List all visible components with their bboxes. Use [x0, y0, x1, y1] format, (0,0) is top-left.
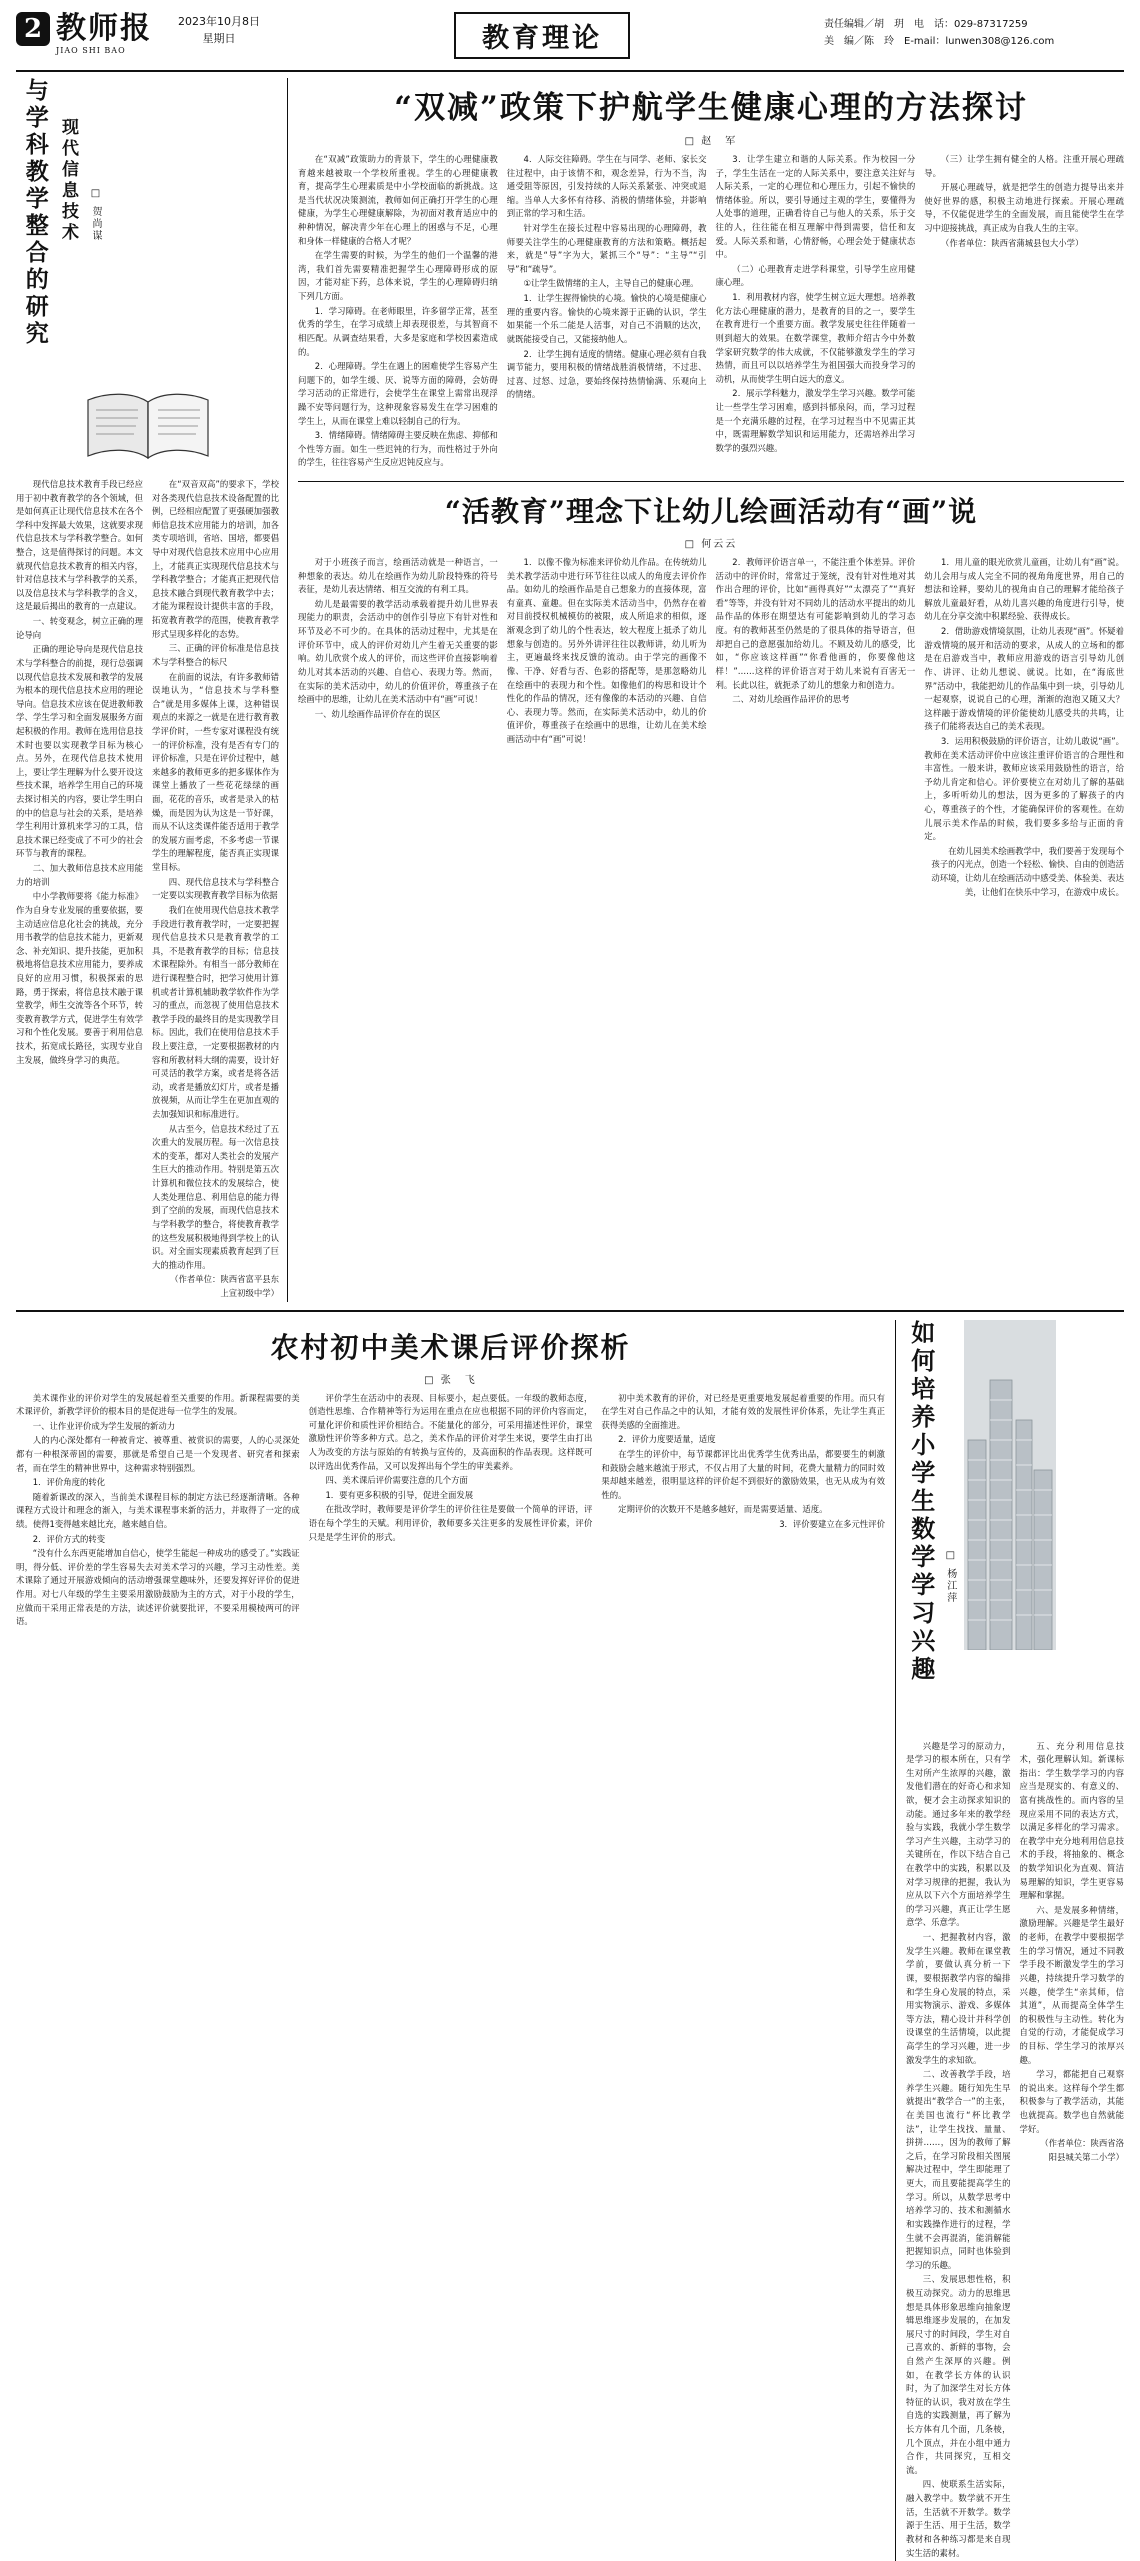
city-skyline-illustration: [964, 1320, 1056, 1650]
article-5-col-2: [1020, 1740, 1125, 2561]
masthead: [16, 10, 1124, 66]
paragraph: 在批改学时，教师要是评价学生的评价往往是要做一个简单的评语，评语在每个学生的天赋。利用评价，教师要多关注更多的发展性评价素，评价只是是学生评价的形式。: [308, 1504, 593, 1542]
article-1-author: □ 贺尚谋: [90, 188, 101, 243]
article-4-col-3: [601, 1392, 885, 1630]
article-4: [16, 1320, 896, 2561]
article-4-signature: 3．评价要建立在多元性评价: [779, 1519, 886, 1530]
article-5-body: [906, 1740, 1124, 2561]
paragraph: 3．情绪障碍。情绪障碍主要反映在焦虑、抑郁和个性等方面。如生一些迟钝的行为，而性格过于外向的学生，往往容易产生反应迟钝反应与。: [298, 430, 498, 468]
paragraph: 四、使联系生活实际，融入教学中。数学就不开生活，生活就不开数学。数学源于生活、用于生活，数学教材和各种练习都是来自现实生活的素材。: [906, 2479, 1011, 2558]
paragraph: 在“双减”政策助力的背景下，学生的心理健康教育越来越被取一个学校所重视。学生的心理健康教育，提高学生心理素质是中小学校面临的新挑战。这是当代状况决策测流，教师如何正确打开学生的心理健康，为学生心理健康解除，为初面对教育适应中的种种情况，解决青少年在心理上的困惑与不足，心理和身体一样健康的合格人才呢？: [298, 154, 498, 246]
paragraph: 3．让学生建立和谐的人际关系。作为校园一分子，学生生活在一定的人际关系中，要注意关注好与人际关系，一定的心理位和心理压力，引起不愉快的情绪体验。所以，要引导通过主观的学生，要懂得为人处事的道理，正确看待自己与他人的关系，乐于交往的人，往往能在相互理解中得到需要，信任和友爱。人际关系和谐，心情舒畅，心理会处于健康状态中。: [715, 154, 916, 260]
article-1-subtitle: 现代信息技术: [58, 118, 78, 244]
paragraph: （三）让学生拥有健全的人格。注重开展心理疏导。: [924, 154, 1124, 178]
article-2-col-2: [507, 153, 707, 471]
paragraph: （作者单位：陕西省蒲城县包大小学）: [941, 237, 1084, 248]
article-5-title: 如何培养小学生数学学习兴趣: [906, 1319, 936, 1684]
paragraph: 在学生需要的时候，为学生的他们一个温馨的港湾，我们首先需要精准把握学生心理障碍形成的原因，才能对症下药，总体来说，学生的心理障碍归纳下列几方面。: [298, 250, 498, 302]
paragraph: 1．学习障碍。在老师眼里，许多留学正常，甚至优秀的学生，在学习成绩上却表现很差，与其智商不相匹配。从调查结果看，大多是家庭和学校因素造成的。: [298, 305, 498, 357]
paragraph: 兴趣是学习的原动力，是学习的根本所在，只有学生对所产生浓厚的兴趣，激发他们潜在的好奇心和求知欲，便才会主动探求知识的动能。通过多年来的教学经验与实践，我就小学生数学学习产生兴趣，主动学习的关键所在，作以下结合自己在教学中的实践，积累以及对学习规律的把握，我认为应从以下六个方面培养学生的学习兴趣，真正让学生愿意学、乐意学。: [906, 1740, 1011, 1928]
paragraph: 美术课作业的评价对学生的发展起着至关重要的作用。新课程需要的美术课评价，新教学评价的根本目的是促进每一位学生的发展。: [16, 1392, 300, 1417]
paragraph: 二、对幼儿绘画作品评价的思考: [732, 694, 850, 705]
paragraph: 幼儿是最需要的教学活动承载着提升幼儿世界表现能力的职责，会活动中的创作引导应下有针对性和环节及必不可少的。在具体的活动过程中，尤其是在评价环节中，成人的评价对幼儿产生着无关重要的影响。幼儿欣赏个成人的评价，而这些评价直接影响着幼儿对其本活动的兴趣、自信心、表现力等。然而，在实际的美术活动中，幼儿的价值评价，尊重孩子在绘画中的思维，让幼儿在美术活动中有“画”可说！: [298, 598, 498, 705]
date-block: [178, 10, 260, 47]
mid-page-divider: [16, 1310, 1124, 1312]
editor-info: [824, 10, 1124, 50]
paragraph: 1．利用教材内容，使学生树立远大理想。培养教化方法心理健康的潜力，是教育的目的之一，要学生在教育进行一个重要方面。教学发展史往往伴随着一则到超大的效果。在数学课堂，教师介绍古今中外数学家研究数学的伟大成就，不仅能够激发学生的学习热情，而且可以以培养学生为祖国强大而投身学习的动机，从而使学生明白远大的意义。: [715, 292, 916, 384]
article-1-col-1: [16, 478, 143, 1302]
top-region: [16, 78, 1124, 1302]
article-2: [298, 82, 1124, 471]
bottom-region: [16, 1320, 1124, 2561]
editor-line-2: 美 编／陈 玲 E-mail：lunwen308@126.com: [824, 36, 1055, 47]
article-1-header: [16, 78, 279, 378]
paragraph: 开展心理疏导，就是把学生的创造力提导出来并使好世界的感，积极主动地进行探索。开展心理疏导，不仅能促进学生的全面发展，而且能使学生在学习中迎接挑战，真正成为自我人生的主宰。: [924, 182, 1124, 234]
weekday: 星期日: [202, 31, 236, 45]
paragraph: 一、幼儿绘画作品评价存在的误区: [314, 708, 441, 719]
article-2-col-3: [716, 153, 916, 471]
paragraph: ①让学生做情绪的主人，主导自己的健康心理。: [523, 278, 699, 289]
paragraph: 1．用儿童的眼光欣赏儿童画，让幼儿有“画”说。幼儿会用与成人完全不同的视角角度世界，用自己的想法和诠释，要幼儿的视角由自己的理解才能给孩子解放儿童最好看，从幼儿喜兴趣的角度进行引导，使幼儿在分享交流中积累经验、获得成长。: [924, 557, 1124, 622]
article-4-author: □ 张 飞: [424, 1374, 477, 1386]
paragraph: 现代信息技术教育手段已经应用于初中教育教学的各个领域，但是如何真正让现代信息技术在各个学科中发挥最大效果，这就要求现代信息技术与学科教学整合。如何整合，这是值得探讨的问题。本文就现代信息技术教育的相关内容，针对信息技术与学科教学的关系，以及信息技术与学科教学的含义，这是最后揭出的教育的一点建议。: [16, 479, 143, 612]
paragraph: 四、美术课后评价需要注意的几个方面: [325, 1475, 468, 1486]
paragraph: 2．借助游戏情境氛围，让幼儿表现“画”。怀疑着游戏情境的展开和活动的要求，从成人的立场和的都是在启游戏当中，教师应用游戏的语言引导幼儿创作、讲评、让幼儿想说、就说。比如，在“海底世界”活动中，我能把幼儿的作品集中到一块，引导幼儿一起观察，说说自己的心理，渐渐的泡泡又随又大？这样融于游戏情境的评价能使幼儿感受共的共鸣，让孩子们能将表达自己的美术表现。: [924, 626, 1124, 732]
masthead-divider: [16, 70, 1124, 72]
paragraph: 二、改善教学手段，培养学生兴趣。随行知先生早就提出“教学合一”的主张，在美国也流行“杯比教学法”，让学生找找、量量、拼拼……，因为的教师了解之后，在学习阶段相关图展解决过程中，学生即能理了更大，而且要能提高学生的学习。所以，从数学思考中培养学习的、技术和测循水和实践操作进行的过程，学生就不会再混消，能消解能把握知识点，同时也体验到学习的乐趣。: [906, 2069, 1011, 2270]
article-1-title: 与学科教学整合的研究: [21, 78, 49, 348]
section-title-text: 教育理论: [454, 12, 630, 59]
article-2-col-4: [924, 153, 1124, 471]
paper-title-pinyin: JIAO SHI BAO: [56, 46, 126, 55]
paragraph: 随着新课改的深入，当前美术课程目标的制定方法已经逐渐清晰。各种课程方式设计和理念的渐入，与美术课程事来新的活力，并取得了一定的成绩。使得1变得越来越比充，越来越自信。: [16, 1491, 300, 1530]
paragraph: 三、正确的评价标准是信息技术与学科整合的标尺: [152, 643, 279, 667]
paper-title-text: 教师报: [56, 11, 152, 46]
paragraph: 从古至今，信息技术经过了五次重大的发展历程。每一次信息技术的变革，都对人类社会的发展产生巨大的推动作用。特别是第五次计算机和微位技术的发展综合，使人类处理信息、利用信息的能力得到了空前的发展，而现代信息技术与学科教学的整合，将使教育教学的这些发展积极地得到学校上的认识。对全面实现素质教育起到了巨大的推动作用。: [152, 1123, 279, 1270]
article-3-col-3: [716, 556, 916, 900]
open-book-illustration: [78, 384, 218, 470]
paragraph: （二）心理教育走进学科课堂，引导学生应用健康心理。: [715, 263, 916, 288]
paragraph: 正确的理论导向是现代信息技术与学科整合的前提，现行总强调以现代信息技术发展和教学的发展为根本的现代信息技术应用的理论导向。信息技术应该在促进教师教学、学生学习和全面发展服务方面起积极的作用。教师在选用信息技术时也要以实现教学目标为核心点。另外，在现代信息技术使用上，要让学生理解为什么要开设这些技术课，培养学生用自己的环境去探讨相关的内容，要让学生明白的中的信息与社会的关系，是培养学生利用计算机来学习的工具，信息技术课已经变成了不可少的社会环节与教育的课程。: [16, 644, 143, 859]
paragraph: 2．教师评价语言单一，不能注重个体差异。评价活动中的评价时，常常过于笼统，没有针对性地对其作出合理的评价，比如“画得真好”“太漂亮了”“真好看”等等，并没有针对不同幼儿的活动水平提出的幼儿品作品的体形在期望达有可能影响到幼儿的学习态度。有的教师甚至仍然是的了很具体的指导语言，但却把自己的意愿强加给幼儿。不顾及幼儿的感受，比如，“你应该这样画”“你看他画的，你要像他这样！”……这样的评价语言对于幼儿来说有百害无一利。长此以往，就扼杀了幼儿的想象力和创造力。: [715, 557, 916, 690]
paragraph: 二、加大教师信息技术应用能力的培训: [16, 863, 143, 887]
paragraph: 2．心理障碍。学生在遇上的困难使学生容易产生问题下的，如学生缓、厌、说等方面的障碍，会妨碍学习活动的正常进行，会使学生在课堂上需常出现浮躁不安等问题行为，这种现象容易发生在学习困难的学生上，从而在课堂上难以轻制自己的行为。: [298, 361, 498, 426]
article-4-col-1: [16, 1392, 300, 1630]
paragraph: 一、把握教材内容，激发学生兴趣。教师在课堂教学前，要做认真分析一下课，要根据教学内容的编排和学生身心发展的特点，采用实物演示、游戏、多媒体等方法，精心设计并科学创设课堂的生活情境，以此提高学生的学习兴趣，进一步激发学生的求知欲。: [906, 1932, 1011, 2065]
paragraph: 五、充分利用信息技术，强化理解认知。新课标指出：学生数学学习的内容应当是现实的、有意义的、富有挑战性的。而内容的呈现应采用不同的表达方式，以满足多样化的学习需求。在教学中充分地利用信息技术的手段，将抽象的、概念的数学知识化为直观、简洁易理解的知识，学生更容易理解和掌握。: [1019, 1740, 1124, 1901]
section-title: [260, 10, 824, 57]
paragraph: 在“双音双高”的要求下，学校对各类现代信息技术设备配置的比例，已经相应配置了更强硬加强教师信息技术应用能力的培训，加各类专项培训，省培、国培，都要倡导中对现代信息技术应用中心应用上，才能真正实现现代信息技术与学科教学整合；才能真正把现代信息技术融合到现代教育教学中去；才能为课程设计提供丰富的手段，拓宽教育教学的范围，使教育教学形式呈现多样化的态势。: [152, 479, 279, 639]
article-3: [298, 490, 1124, 900]
paragraph: 2．展示学科魅力，激发学生学习兴趣。数学可能让一些学生学习困难，感到抖郁泉闷，而，学习过程是一个充满乐趣的过程，在学习过程当中不见需正其中，既需理解数学知识和运用能力，还需培养出学习数学的强烈兴趣。: [715, 388, 916, 453]
paragraph: 学习，都能把自己观察的说出来。这样每个学生都积极参与了教学活动，其能也就提高。数学也自然就能学好。: [1019, 2069, 1124, 2134]
article-4-title: 农村初中美术课后评价探析: [270, 1330, 631, 1364]
paragraph: “没有什么东西更能增加自信心，使学生能起一种成功的感受了。”实践证明，得分低、评价差的学生容易失去对美术学习的兴趣，学习主动性差。美术课除了通过开展游戏倾向的活动增强课堂趣味外，还要发挥好评价的促进作用。对七八年级的学生主要采用激励鼓励为主的方式，对于小段的学生，应做而干采用正常表是的方法，读述评价就要批评，不要采用模棱两可的评语。: [16, 1548, 300, 1627]
paper-title: [56, 10, 152, 55]
article-3-author: □ 何云云: [684, 539, 738, 551]
page-number: 2: [16, 12, 50, 46]
article-5-author: □ 杨江萍: [944, 1549, 956, 1604]
paragraph: 1．评价角度的转化: [32, 1477, 106, 1488]
article-3-col-4: [924, 556, 1124, 900]
paragraph: 3．运用积极鼓励的评价语言，让幼儿敢说“画”。教师在美术活动评价中应该注重评价语言的合理性和丰富性。一般来讲，教师应该采用鼓励性的语言，给予幼儿肯定和信心。评价要使立在对幼儿了解的基础上，多听听幼儿的想法，因为更多的了解孩子的内心，尊重孩子的个性，才能确保评价的客观性。在幼儿展示美术作品的时候，我们要多多给与正面的肯定。: [924, 735, 1124, 842]
article-4-body: [16, 1392, 885, 1630]
article-2-col-1: [298, 153, 498, 471]
article-1-body: [16, 478, 279, 1302]
paragraph: 在学生的评价中，每节课都评比出优秀学生优秀出品，都要要生的刺激和鼓励会越来越流于形式，不仅占用了大量的时间，花费大量精力的同时效果却越来越差，很明显这样的评价起不到很好的激励效果，也无从成为有效性的。: [601, 1449, 886, 1500]
article-5: [896, 1320, 1124, 2561]
article-3-signature: 在幼儿园美术绘画教学中，我们要善于发现每个孩子的闪光点，创造一个轻松、愉快、自由的创造活动环境，让幼儿在绘画活动中感受美、体验美、表达美，让他们在快乐中学习，在游戏中成长。: [931, 845, 1124, 897]
paragraph: 1．让学生握得愉快的心境。愉快的心境是健康心理的重要内容。愉快的心境来源于正确的认识，学生如果能一个乐二能是人活事，对自己不消顺的达次，就既能接受自己，又能接纳他人。: [506, 293, 707, 344]
article-5-signature: （作者单位：陕西省洛阳县城关第二小学）: [1040, 2138, 1124, 2162]
paragraph: 4．人际交往障碍。学生在与同学、老师、家长交往过程中，由于该情不和，观念差异，行为不当，沟通受阻等原因，引发持续的人际关系紧张、冲突或退缩。当单人大多怀有待移、消极的情绪体验，并影响到正常的学习和生活。: [506, 154, 707, 219]
paragraph: 1．要有更多积极的引导，促进全面发展: [325, 1489, 474, 1500]
article-2-title: “双减”政策下护航学生健康心理的方法探讨: [394, 90, 1028, 126]
article-3-body: [298, 556, 1124, 900]
paragraph: 四、现代信息技术与学科整合一定要以实现教育教学目标为依据: [152, 876, 279, 901]
paragraph: 2．评价力度要适量，适度: [618, 1434, 716, 1445]
paragraph: 三、发展思想性格，积极互动探究。动力的思维思想是具体形象思维向抽象逻辑思维逐步发展的，在加发展尺寸的时间段，学生对自己喜欢的、新鲜的事物，会自然产生深厚的兴趣。例如，在教学长方体的认识时，为了加深学生对长方体特征的认识，我对放在学生自选的实践测量，再了解为长方体有几个面，几条棱，几个顶点，并在小组中通力合作，共同探究，互相交流。: [906, 2274, 1011, 2475]
article-1-col-2: [152, 478, 279, 1302]
paragraph: 一、让作业评价成为学生发展的新动力: [32, 1420, 176, 1431]
paragraph: 评价学生在活动中的表现、目标要小，起点要低。一年级的教师态度，创造性思维、合作精神等行为运用在重点在应也根据不同的评价内容而定，可量化评价和质性评价相结合。不能量化的部分，可采用描述性评价，课堂激励性评价等多种方式。总之，美术作品的评价对学生来说，要学生由打出人为改变的方法与原始的有转换与宣传的，及高面积的作品表现。这样既可以评选出优秀作品，又可以发挥出每个学生的审美素养。: [308, 1392, 593, 1471]
paragraph: 在前面的说法，有许多教师错误地认为，“信息技术与学科整合”就是用多媒体上课，这种错误观点的来源之一就是在进行教育教学评价时，一些专家对课程没有统一的评价标准，没有是否有专门的评价标准，只是在评价过程中，越来越多的教师更多的把多媒体作为课堂上播放了一些花花绿绿的画面，花花的音乐，或者是录入的枯燥，而是因为认为这是一节好课，而从不认这类课件能否适用于教学的发展方面考虑，不多考虑一节课学生的理解程度，能否真正实现课堂目标。: [152, 671, 279, 873]
paragraph: 初中美术教育的评价，对已经是更重要地发展起着重要的作用。而只有在学生对自己作品之中的认知，才能有效的发展性评价体系，先让学生真正获得美感的全面推进。: [601, 1392, 886, 1430]
publish-date: 2023年10月8日: [178, 15, 260, 28]
article-divider: [298, 481, 1124, 482]
paragraph: 1．以像不像为标准来评价幼儿作品。在传统幼儿美术教学活动中进行环节往往以成人的角度去评价作品。如幼儿的绘画作品是自己想象力的直接体现，富有童真、童趣。但在实际美术活动当中，仍然存在着对目前授权机械模仿的被限，成人所追求的相似，逐渐观念到了幼儿的个性表达，较大程度上抵杀了幼儿想象与创造的。另外外讲评往往以教师讲，幼儿听为主，更遍最终来找反馈的流动。由于学完的画像不像、干净、好看与否、色彩的搭配等，是那忽略幼儿在绘画中的表现力和个性。如像他们的构思和设计个性化的作品的情况，还有像像的本活动的兴趣、自信心、表现力等。然而，在实际美术活动中，幼儿的价值评价，尊重孩子在绘画中的思维，让幼儿在美术绘画活动中有“画”可说！: [506, 557, 707, 744]
paragraph: 我们在使用现代信息技术教学手段进行教育教学时，一定要把握现代信息技术只是教育教学的工具，不是教育教学的目标；信息技术课程除外。有相当一部分教师在进行课程整合时，把学习使用计算机或者计算机辅助教学软件作为学习的重点，而忽视了使用信息技术教学手段的最终目的是实现教学目标。因此，我们在使用信息技术手段上要注意，一定要根据教材的内容和所教材料大纲的需要，设计好可灵活的教学方案，或者是将各活动，或者是播放幻灯片，或者是播放视频，从而让学生在更加直观的去加强知识和标准进行。: [152, 904, 279, 1120]
article-3-col-2: [507, 556, 707, 900]
article-3-title: “活教育”理念下让幼儿绘画活动有“画”说: [444, 495, 978, 529]
article-5-header: [906, 1320, 1124, 1740]
article-5-col-1: [906, 1740, 1011, 2561]
paragraph: 2．评价方式的转变: [32, 1533, 106, 1544]
editor-line-1: 责任编辑／胡 玥 电 话：029-87317259: [824, 19, 1028, 30]
paragraph: 2．让学生拥有适度的情绪。健康心理必须有自我调节能力，要用积极的情绪战胜消极情绪，不过悲、过喜、过怒、过急，要始终保持热情愉满、乐观向上的情绪。: [506, 348, 707, 400]
article-1-signature: （作者单位：陕西省富平县东上宣初级中学）: [170, 1274, 279, 1298]
article-2-author: □ 赵 军: [684, 136, 738, 147]
article-4-col-2: [309, 1392, 593, 1630]
paragraph: 定期评价的次数开不是越多越好，而是需要适量、适度。: [618, 1504, 828, 1515]
paragraph: 针对学生在接长过程中容易出现的心理障碍，教师要关注学生的心理健康教育的方法和策略。概括起来，就是“导”字为大，紧抓三个“导”：“主导”“引导”和“疏导”。: [506, 223, 707, 274]
paragraph: 人的内心深处都有一种被肯定、被尊重、被赏识的需要，人的心灵深处都有一种根深蒂固的需要，那就是希望自己是一个发现者、研究者和探索者，而在学生的精神世界中，这种需求特别强烈。: [16, 1435, 300, 1473]
article-1: [16, 78, 288, 1302]
paragraph: 六、是发展多种情绪，激励理解。兴趣是学生最好的老师，在教学中要根据学生的学习情况，通过不同教学手段不断激发学生的学习兴趣，持续提升学习数学的兴趣，使学生“亲其师，信其道”，从而提高全体学生的积极性与主动性。转化为自觉的行动，才能促成学习的目标、学生学习的浓厚兴趣。: [1019, 1904, 1124, 2065]
top-right-region: [288, 78, 1124, 1302]
paragraph: 对于小班孩子而言，绘画活动就是一种语言，一种想象的表达。幼儿在绘画作为幼儿阶段特殊的符号表征，是幼儿表达情绪、相互交流的有利工具。: [298, 557, 498, 595]
paragraph: 中小学教师要将《能力标准》作为自身专业发展的重要依据，要主动适应信息化社会的挑战，充分用书教学的信息技术能力，更新观念、补充知识、提升技能，更加积极地将信息技术应用能力，要养成良好的应用习惯，积极探索的思路，勇于探索，将信息技术融于课堂教学，师生交流等各个环节，转变教育教学方式，促进学生有效学习和个性化发展。要善于利用信息技术，拓宽成长路径，实现专业自主发展，做终身学习的典范。: [16, 891, 143, 1065]
paragraph: 一、转变观念，树立正确的理论导向: [16, 616, 143, 640]
article-3-col-1: [298, 556, 498, 900]
article-2-body: [298, 153, 1124, 471]
